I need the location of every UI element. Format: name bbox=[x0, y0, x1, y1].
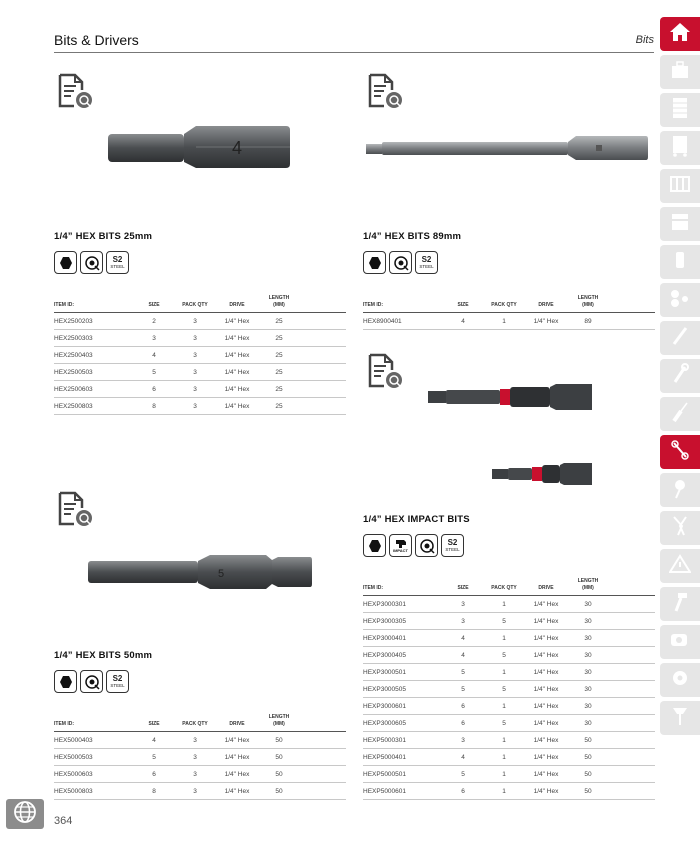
hex-bit-89mm-image bbox=[364, 133, 650, 163]
language-globe-button[interactable] bbox=[6, 799, 44, 829]
table-row: HEXP3000605 6 5 1/4" Hex 30 bbox=[363, 715, 655, 732]
spec-table-impact bbox=[363, 576, 655, 800]
header-divider bbox=[54, 52, 654, 53]
sidebar-tab-workbench[interactable] bbox=[660, 207, 700, 241]
table-row: HEXP5000401 4 1 1/4" Hex 50 bbox=[363, 749, 655, 766]
sidebar-tab-hammer[interactable] bbox=[660, 587, 700, 621]
hex-drive-badge-icon bbox=[363, 251, 386, 274]
spec-table-hex50 bbox=[54, 712, 346, 800]
col-length: LENGTH (MM) bbox=[258, 712, 300, 732]
col-size: SIZE bbox=[443, 576, 483, 596]
spec-table-hex89 bbox=[363, 293, 655, 330]
category-sidebar bbox=[660, 17, 700, 739]
sidebar-tab-screwdriver[interactable] bbox=[660, 397, 700, 431]
sidebar-tab-home[interactable] bbox=[660, 17, 700, 51]
s2-steel-badge: S2 STEEL bbox=[441, 534, 464, 557]
table-row: HEX2500603 6 3 1/4" Hex 25 bbox=[54, 381, 346, 398]
pliers-icon bbox=[670, 477, 690, 504]
col-item-id: ITEM ID: bbox=[363, 293, 443, 313]
tool-trolley-icon bbox=[670, 135, 690, 162]
sidebar-tab-bits[interactable] bbox=[660, 435, 700, 469]
product-title-impact: 1/4” HEX IMPACT BITS bbox=[363, 514, 470, 525]
s2-steel-badge: S2 STEEL bbox=[106, 670, 129, 693]
workbench-icon bbox=[670, 212, 690, 237]
tool-cabinet-icon bbox=[671, 97, 689, 124]
table-row: HEXP3000301 3 1 1/4" Hex 30 bbox=[363, 596, 655, 613]
socket-set-icon bbox=[670, 250, 690, 275]
sidebar-tab-sockets[interactable] bbox=[660, 283, 700, 317]
table-row: HEX2500803 8 3 1/4" Hex 25 bbox=[54, 398, 346, 415]
bit-size-marking: 5 bbox=[218, 568, 225, 580]
table-row: HEX5000503 5 3 1/4" Hex 50 bbox=[54, 749, 346, 766]
s2-steel-badge: S2 STEEL bbox=[415, 251, 438, 274]
col-drive: DRIVE bbox=[216, 293, 258, 313]
document-search-icon[interactable] bbox=[56, 490, 96, 530]
hammer-icon bbox=[670, 591, 690, 618]
measuring-icon bbox=[669, 630, 691, 655]
sidebar-tab-gear[interactable] bbox=[660, 701, 700, 735]
col-pack-qty: PACK QTY bbox=[483, 576, 525, 596]
hex-drive-badge-icon bbox=[363, 534, 386, 557]
hardness-badge-icon bbox=[389, 251, 412, 274]
page-section-label: Bits bbox=[635, 34, 654, 46]
document-search-icon[interactable] bbox=[56, 72, 96, 112]
impact-bit-30mm-image bbox=[490, 461, 594, 487]
table-row: HEXP3000405 4 5 1/4" Hex 30 bbox=[363, 647, 655, 664]
page-header-title: Bits & Drivers bbox=[54, 32, 139, 48]
gear-icon bbox=[670, 705, 690, 732]
col-length: LENGTH (MM) bbox=[567, 293, 609, 313]
feature-badges-hex89 bbox=[363, 251, 438, 274]
table-row: HEX2500303 3 3 1/4" Hex 25 bbox=[54, 330, 346, 347]
hardness-badge-icon bbox=[80, 670, 103, 693]
table-row: HEX5000603 6 3 1/4" Hex 50 bbox=[54, 766, 346, 783]
feature-badges-impact bbox=[363, 534, 464, 557]
col-item-id: ITEM ID: bbox=[54, 712, 134, 732]
sidebar-tab-measuring[interactable] bbox=[660, 625, 700, 659]
table-row: HEX2500203 2 3 1/4" Hex 25 bbox=[54, 313, 346, 330]
sidebar-tab-pliers[interactable] bbox=[660, 473, 700, 507]
product-title-hex25: 1/4” HEX BITS 25mm bbox=[54, 231, 153, 242]
document-search-icon[interactable] bbox=[366, 352, 406, 392]
hex-drive-badge-icon bbox=[54, 251, 77, 274]
table-row: HEXP3000505 5 5 1/4" Hex 30 bbox=[363, 681, 655, 698]
sidebar-tab-tool-cabinet[interactable] bbox=[660, 93, 700, 127]
table-row: HEXP5000301 3 1 1/4" Hex 50 bbox=[363, 732, 655, 749]
sockets-icon bbox=[669, 288, 691, 313]
table-row: HEXP3000601 6 1 1/4" Hex 30 bbox=[363, 698, 655, 715]
table-row: HEX5000803 8 3 1/4" Hex 50 bbox=[54, 783, 346, 800]
feature-badges-hex50 bbox=[54, 670, 129, 693]
storage-icon bbox=[670, 174, 690, 199]
feature-badges-hex25 bbox=[54, 251, 129, 274]
table-row: HEX2500503 5 3 1/4" Hex 25 bbox=[54, 364, 346, 381]
col-length: LENGTH (MM) bbox=[258, 293, 300, 313]
s2-steel-badge: S2 STEEL bbox=[106, 251, 129, 274]
col-pack-qty: PACK QTY bbox=[174, 293, 216, 313]
impact-badge: IMPACT bbox=[389, 534, 412, 557]
home-icon bbox=[669, 22, 691, 47]
table-row: HEXP3000305 3 5 1/4" Hex 30 bbox=[363, 613, 655, 630]
sidebar-tab-toolbox[interactable] bbox=[660, 55, 700, 89]
impact-bit-50mm-image bbox=[426, 382, 596, 412]
screwdriver-icon bbox=[670, 401, 690, 428]
col-size: SIZE bbox=[134, 712, 174, 732]
document-search-icon[interactable] bbox=[366, 72, 406, 112]
table-row: HEX8900401 4 1 1/4" Hex 89 bbox=[363, 313, 655, 330]
product-title-hex50: 1/4” HEX BITS 50mm bbox=[54, 650, 153, 661]
wrench-icon bbox=[670, 325, 690, 352]
col-length: LENGTH (MM) bbox=[567, 576, 609, 596]
sidebar-tab-cutter[interactable] bbox=[660, 511, 700, 545]
hex-bit-25mm-image bbox=[104, 122, 294, 172]
hardness-badge-icon bbox=[415, 534, 438, 557]
spanner-icon bbox=[670, 363, 690, 390]
sidebar-tab-hazard[interactable] bbox=[660, 549, 700, 583]
page-number: 364 bbox=[54, 815, 73, 827]
hex-bit-50mm-image bbox=[86, 553, 314, 591]
col-size: SIZE bbox=[134, 293, 174, 313]
col-drive: DRIVE bbox=[525, 576, 567, 596]
sidebar-tab-spanner[interactable] bbox=[660, 359, 700, 393]
table-row: HEXP3000501 5 1 1/4" Hex 30 bbox=[363, 664, 655, 681]
table-row: HEX2500403 4 3 1/4" Hex 25 bbox=[54, 347, 346, 364]
hardness-badge-icon bbox=[80, 251, 103, 274]
col-item-id: ITEM ID: bbox=[54, 293, 134, 313]
col-pack-qty: PACK QTY bbox=[483, 293, 525, 313]
table-row: HEXP5000601 6 1 1/4" Hex 50 bbox=[363, 783, 655, 800]
sidebar-tab-socket-set[interactable] bbox=[660, 245, 700, 279]
globe-icon bbox=[13, 800, 37, 829]
power-tool-icon bbox=[669, 667, 691, 694]
table-row: HEXP5000501 5 1 1/4" Hex 50 bbox=[363, 766, 655, 783]
sidebar-tab-tool-trolley[interactable] bbox=[660, 131, 700, 165]
col-pack-qty: PACK QTY bbox=[174, 712, 216, 732]
table-row: HEX5000403 4 3 1/4" Hex 50 bbox=[54, 732, 346, 749]
bit-size-marking: 4 bbox=[232, 138, 243, 158]
hazard-icon bbox=[669, 554, 691, 579]
product-title-hex89: 1/4” HEX BITS 89mm bbox=[363, 231, 462, 242]
col-size: SIZE bbox=[443, 293, 483, 313]
table-row: HEXP3000401 4 1 1/4" Hex 30 bbox=[363, 630, 655, 647]
col-drive: DRIVE bbox=[216, 712, 258, 732]
col-drive: DRIVE bbox=[525, 293, 567, 313]
hex-drive-badge-icon bbox=[54, 670, 77, 693]
spec-table-hex25 bbox=[54, 293, 346, 415]
sidebar-tab-wrench[interactable] bbox=[660, 321, 700, 355]
cutter-icon bbox=[670, 515, 690, 542]
bits-icon bbox=[669, 439, 691, 466]
toolbox-icon bbox=[670, 60, 690, 85]
col-item-id: ITEM ID: bbox=[363, 576, 443, 596]
sidebar-tab-storage[interactable] bbox=[660, 169, 700, 203]
sidebar-tab-power-tool[interactable] bbox=[660, 663, 700, 697]
